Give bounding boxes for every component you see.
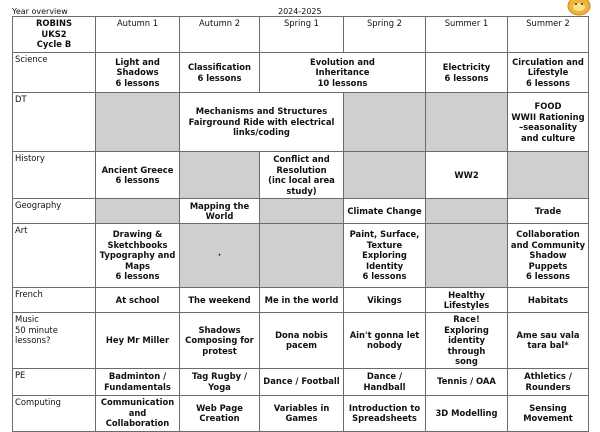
unscheduled-cell xyxy=(426,199,508,224)
class-label: ROBINS UKS2 Cycle B xyxy=(13,17,96,53)
subject-label: Art xyxy=(13,224,96,288)
term-header: Summer 1 xyxy=(426,17,508,53)
unit-cell: Dona nobis pacem xyxy=(260,313,344,369)
unit-cell: Web Page Creation xyxy=(180,395,260,431)
subject-label: French xyxy=(13,288,96,313)
unit-cell: Mapping the World xyxy=(180,199,260,224)
unscheduled-cell xyxy=(260,224,344,288)
unit-cell: 3D Modelling xyxy=(426,395,508,431)
unit-cell: Athletics / Rounders xyxy=(508,368,589,395)
term-header: Autumn 2 xyxy=(180,17,260,53)
unit-cell: Mechanisms and Structures Fairground Ride with electrical links/coding xyxy=(180,93,344,152)
unit-cell: Drawing & Sketchbooks Typography and Maps 6 lessons xyxy=(96,224,180,288)
unit-cell: Electricity 6 lessons xyxy=(426,53,508,93)
unit-cell: Conflict and Resolution (inc local area study) xyxy=(260,152,344,199)
unit-cell: Hey Mr Miller xyxy=(96,313,180,369)
unit-cell: Me in the world xyxy=(260,288,344,313)
unit-cell: Classification 6 lessons xyxy=(180,53,260,93)
unit-cell: Tennis / OAA xyxy=(426,368,508,395)
year-overview-label: Year overview xyxy=(12,7,68,16)
subject-label: DT xyxy=(13,93,96,152)
subject-row xyxy=(13,395,589,431)
unscheduled-cell xyxy=(508,152,589,199)
subject-label: Music 50 minute lessons? xyxy=(13,313,96,369)
subject-row xyxy=(13,313,589,369)
unscheduled-cell xyxy=(426,224,508,288)
unit-cell: Introduction to Spreadsheets xyxy=(344,395,426,431)
subject-label: Science xyxy=(13,53,96,93)
unit-cell: Vikings xyxy=(344,288,426,313)
subject-row xyxy=(13,199,589,224)
unscheduled-cell xyxy=(344,93,426,152)
unit-cell: Variables in Games xyxy=(260,395,344,431)
unit-cell: Dance / Football xyxy=(260,368,344,395)
term-header: Summer 2 xyxy=(508,17,589,53)
curriculum-table xyxy=(12,16,589,432)
unit-cell: Trade xyxy=(508,199,589,224)
unit-cell: FOOD WWII Rationing –seasonality and culture xyxy=(508,93,589,152)
unit-cell: The weekend xyxy=(180,288,260,313)
subject-row xyxy=(13,224,589,288)
unscheduled-cell xyxy=(96,93,180,152)
unit-cell: Climate Change xyxy=(344,199,426,224)
unit-cell: Circulation and Lifestyle 6 lessons xyxy=(508,53,589,93)
unit-cell: Healthy Lifestyles xyxy=(426,288,508,313)
term-header: Spring 2 xyxy=(344,17,426,53)
subject-label: PE xyxy=(13,368,96,395)
unit-cell: Light and Shadows 6 lessons xyxy=(96,53,180,93)
subject-label: Geography xyxy=(13,199,96,224)
subject-row xyxy=(13,368,589,395)
header-row xyxy=(13,17,589,53)
unscheduled-cell: · xyxy=(180,224,260,288)
unit-cell: WW2 xyxy=(426,152,508,199)
unit-cell: Communication and Collaboration xyxy=(96,395,180,431)
unit-cell: Sensing Movement xyxy=(508,395,589,431)
subject-label: History xyxy=(13,152,96,199)
subject-row xyxy=(13,93,589,152)
unit-cell: At school xyxy=(96,288,180,313)
unit-cell: Ancient Greece 6 lessons xyxy=(96,152,180,199)
unit-cell: Paint, Surface, Texture Exploring Identity 6 lessons xyxy=(344,224,426,288)
unit-cell: Badminton / Fundamentals xyxy=(96,368,180,395)
unit-cell: Dance / Handball xyxy=(344,368,426,395)
subject-row xyxy=(13,53,589,93)
unit-cell: Ame sau vala tara bal* xyxy=(508,313,589,369)
unscheduled-cell xyxy=(260,199,344,224)
unit-cell: Ain't gonna let nobody xyxy=(344,313,426,369)
unscheduled-cell xyxy=(96,199,180,224)
academic-year-label: 2024-2025 xyxy=(278,7,322,16)
unscheduled-cell xyxy=(344,152,426,199)
subject-row xyxy=(13,152,589,199)
unit-cell: Shadows Composing for protest xyxy=(180,313,260,369)
unscheduled-cell xyxy=(180,152,260,199)
subject-row xyxy=(13,288,589,313)
school-logo-icon xyxy=(566,0,592,16)
unit-cell: Race! Exploring identity through song xyxy=(426,313,508,369)
subject-label: Computing xyxy=(13,395,96,431)
unit-cell: Habitats xyxy=(508,288,589,313)
unscheduled-cell xyxy=(426,93,508,152)
term-header: Autumn 1 xyxy=(96,17,180,53)
unit-cell: Collaboration and Community Shadow Puppets 6 lessons xyxy=(508,224,589,288)
unit-cell: Tag Rugby / Yoga xyxy=(180,368,260,395)
term-header: Spring 1 xyxy=(260,17,344,53)
unit-cell: Evolution and Inheritance 10 lessons xyxy=(260,53,426,93)
